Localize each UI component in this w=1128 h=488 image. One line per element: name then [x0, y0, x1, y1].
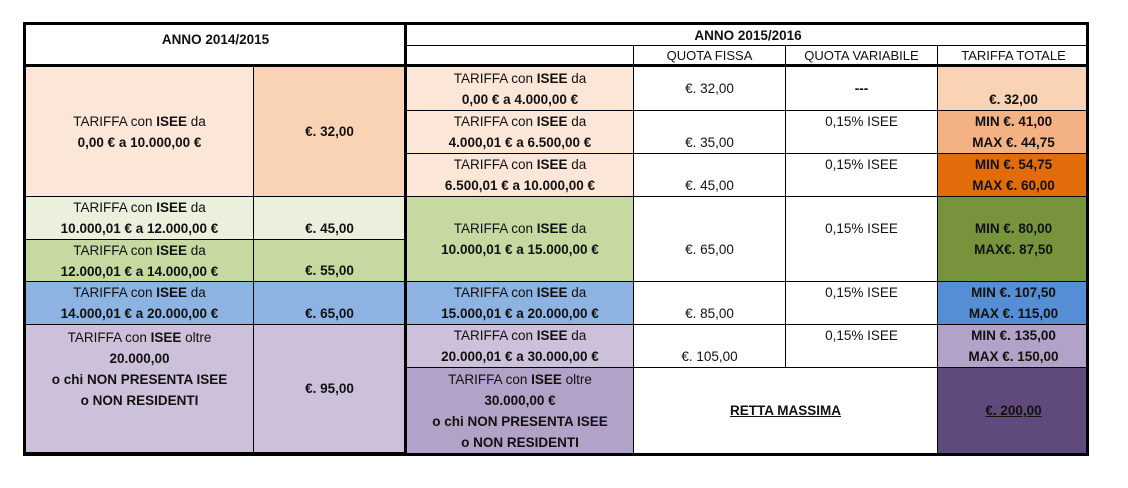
right-row-4-fixed: €. 65,00: [634, 197, 786, 282]
right-row-6-fixed: €. 105,00: [634, 325, 786, 368]
right-row-6-total: MIN €. 135,00 MAX €. 150,00: [938, 325, 1089, 368]
right-row-5-label: TARIFFA con ISEE da 15.000,01 € a 20.000,00 €: [407, 282, 634, 325]
right-row-5-total: MIN €. 107,50 MAX €. 115,00: [938, 282, 1089, 325]
top-border: [23, 22, 1089, 25]
left-row-5-price: €. 95,00: [254, 325, 406, 453]
right-row-7-retta-massima: RETTA MASSIMA: [634, 368, 938, 453]
left-row-3-price: €. 55,00: [254, 240, 406, 282]
left-row-2-label: TARIFFA con ISEE da 10.000,01 € a 12.000,00 €: [26, 197, 254, 240]
left-header: ANNO 2014/2015: [26, 25, 406, 67]
right-header: ANNO 2015/2016: [407, 25, 1089, 46]
right-row-3-fixed: €. 45,00: [634, 154, 786, 197]
right-row-7-label: TARIFFA con ISEE oltre 30.000,00 € o chi NON PRESENTA ISEE o NON RESIDENTI: [407, 368, 634, 453]
right-row-5-fixed: €. 85,00: [634, 282, 786, 325]
right-row-1-fixed: €. 32,00: [634, 67, 786, 111]
bottom-border: [23, 453, 1089, 456]
right-row-1-variable: ---: [786, 67, 938, 111]
right-border: [1086, 22, 1089, 456]
right-row-7-total: €. 200,00: [938, 368, 1089, 453]
right-row-2-total: MIN €. 41,00 MAX €. 44,75: [938, 111, 1089, 154]
right-row-2-label: TARIFFA con ISEE da 4.000,01 € a 6.500,00 €: [407, 111, 634, 154]
left-row-1-price: €. 32,00: [254, 67, 406, 197]
right-row-5-variable: 0,15% ISEE: [786, 282, 938, 325]
right-row-3-variable: 0,15% ISEE: [786, 154, 938, 197]
right-row-6-label: TARIFFA con ISEE da 20.000,01 € a 30.000,00 €: [407, 325, 634, 368]
subheader-quota-fissa: QUOTA FISSA: [634, 46, 786, 67]
subheader-quota-variabile: QUOTA VARIABILE: [786, 46, 938, 67]
left-row-4-price: €. 65,00: [254, 282, 406, 325]
right-row-3-label: TARIFFA con ISEE da 6.500,01 € a 10.000,00 €: [407, 154, 634, 197]
right-row-3-total: MIN €. 54,75 MAX €. 60,00: [938, 154, 1089, 197]
right-row-2-variable: 0,15% ISEE: [786, 111, 938, 154]
right-row-2-fixed: €. 35,00: [634, 111, 786, 154]
left-row-2-price: €. 45,00: [254, 197, 406, 240]
right-row-6-variable: 0,15% ISEE: [786, 325, 938, 368]
right-row-1-label: TARIFFA con ISEE da 0,00 € a 4.000,00 €: [407, 67, 634, 111]
subheader-tariffa-totale: TARIFFA TOTALE: [938, 46, 1089, 67]
right-row-1-total: €. 32,00: [938, 67, 1089, 111]
left-border: [23, 22, 26, 456]
right-subheader-blank: [407, 46, 634, 67]
left-row-5-label: TARIFFA con ISEE oltre 20.000,00 o chi NON PRESENTA ISEE o NON RESIDENTI: [26, 325, 254, 453]
right-row-4-variable: 0,15% ISEE: [786, 197, 938, 282]
left-row-3-label: TARIFFA con ISEE da 12.000,01 € a 14.000,00 €: [26, 240, 254, 282]
left-row-4-label: TARIFFA con ISEE da 14.000,01 € a 20.000,00 €: [26, 282, 254, 325]
right-row-4-total: MIN €. 80,00 MAX€. 87,50: [938, 197, 1089, 282]
left-row-1-label: TARIFFA con ISEE da 0,00 € a 10.000,00 €: [26, 67, 254, 197]
right-row-4-label: TARIFFA con ISEE da 10.000,01 € a 15.000,00 €: [407, 197, 634, 282]
